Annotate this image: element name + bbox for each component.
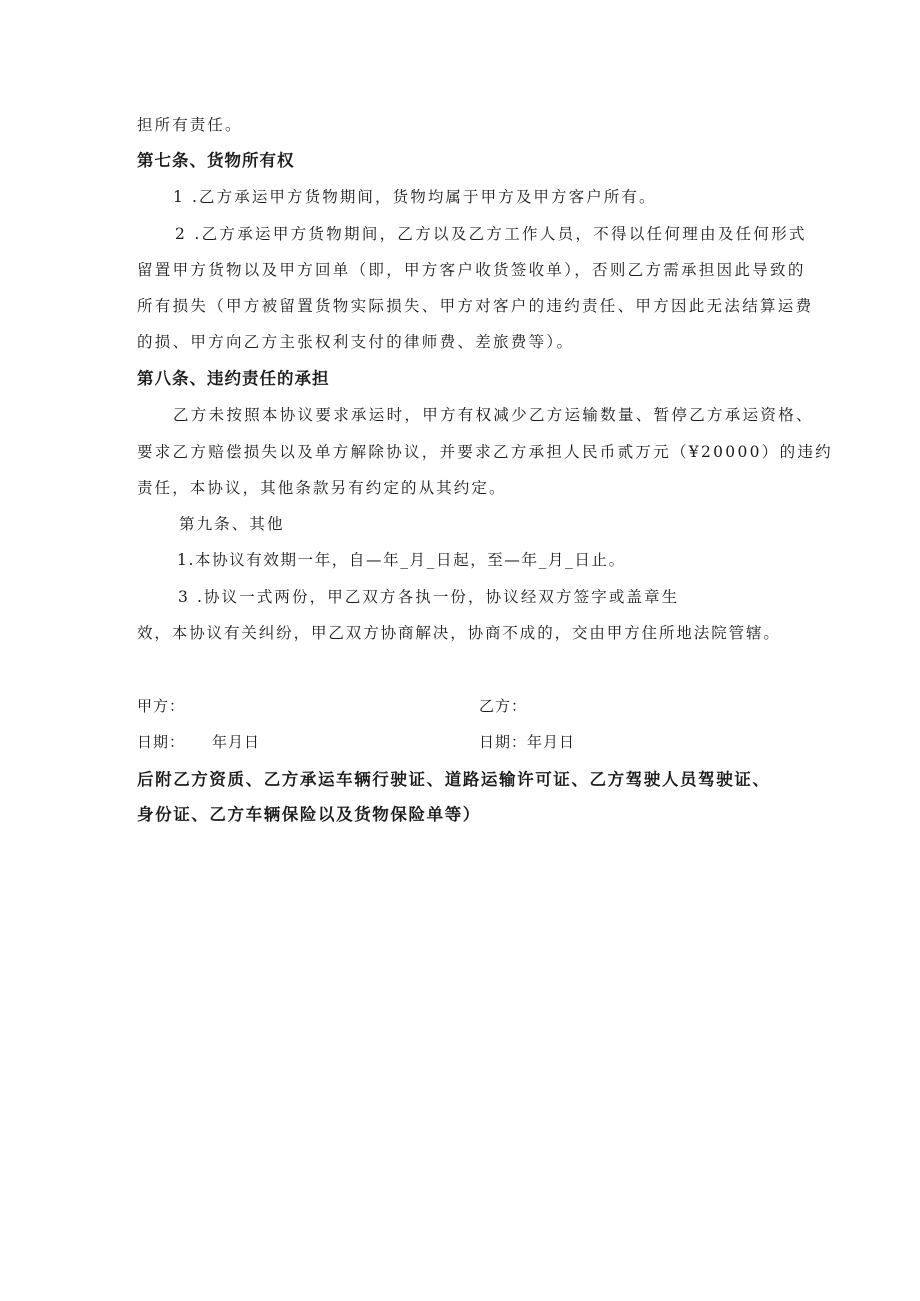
party-a-label: 甲方：	[137, 697, 186, 715]
clause-9-3: 3 .协议一式两份，甲乙双方各执一份，协议经双方签字或盖章生	[178, 588, 680, 606]
section-heading-7: 第七条、货物所有权	[137, 151, 295, 170]
clause-7-2: 2 .乙方承运甲方货物期间，乙方以及乙方工作人员，不得以任何理由及任何形式	[175, 225, 807, 243]
text-line: 留置甲方货物以及甲方回单（即，甲方客户收货签收单），否则乙方需承担因此导致的	[137, 261, 806, 279]
date-a-label: 日期：	[137, 733, 186, 751]
text-line: 的损、甲方向乙方主张权利支付的律师费、差旅费等）。	[137, 333, 575, 351]
clause-8-text: 乙方未按照本协议要求承运时，甲方有权减少乙方运输数量、暂停乙方承运资格、	[173, 406, 814, 424]
attachments-line: 身份证、乙方车辆保险以及货物保险单等）	[137, 805, 481, 824]
section-heading-9: 第九条、其他	[179, 515, 285, 533]
date-a-value: 年月日	[212, 733, 261, 751]
section-heading-8: 第八条、违约责任的承担	[137, 369, 330, 388]
text-line: 所有损失（甲方被留置货物实际损失、甲方对客户的违约责任、甲方因此无法结算运费	[137, 297, 814, 315]
text-line: 责任，本协议，其他条款另有约定的从其约定。	[137, 479, 507, 497]
text-line: 效，本协议有关纠纷，甲乙双方协商解决，协商不成的，交由甲方住所地法院管辖。	[137, 624, 781, 642]
date-b: 日期：年月日	[479, 733, 576, 751]
text-line: 要求乙方赔偿损失以及单方解除协议，并要求乙方承担人民币贰万元（¥20000）的违约	[137, 443, 833, 461]
party-b-label: 乙方：	[479, 697, 528, 715]
attachments-line: 后附乙方资质、乙方承运车辆行驶证、道路运输许可证、乙方驾驶人员驾驶证、	[137, 770, 771, 789]
clause-7-1: 1 .乙方承运甲方货物期间，货物均属于甲方及甲方客户所有。	[173, 188, 657, 206]
clause-9-1: 1.本协议有效期一年，自—年_月_日起，至—年_月_日止。	[177, 551, 626, 569]
text-line: 担所有责任。	[137, 116, 243, 134]
